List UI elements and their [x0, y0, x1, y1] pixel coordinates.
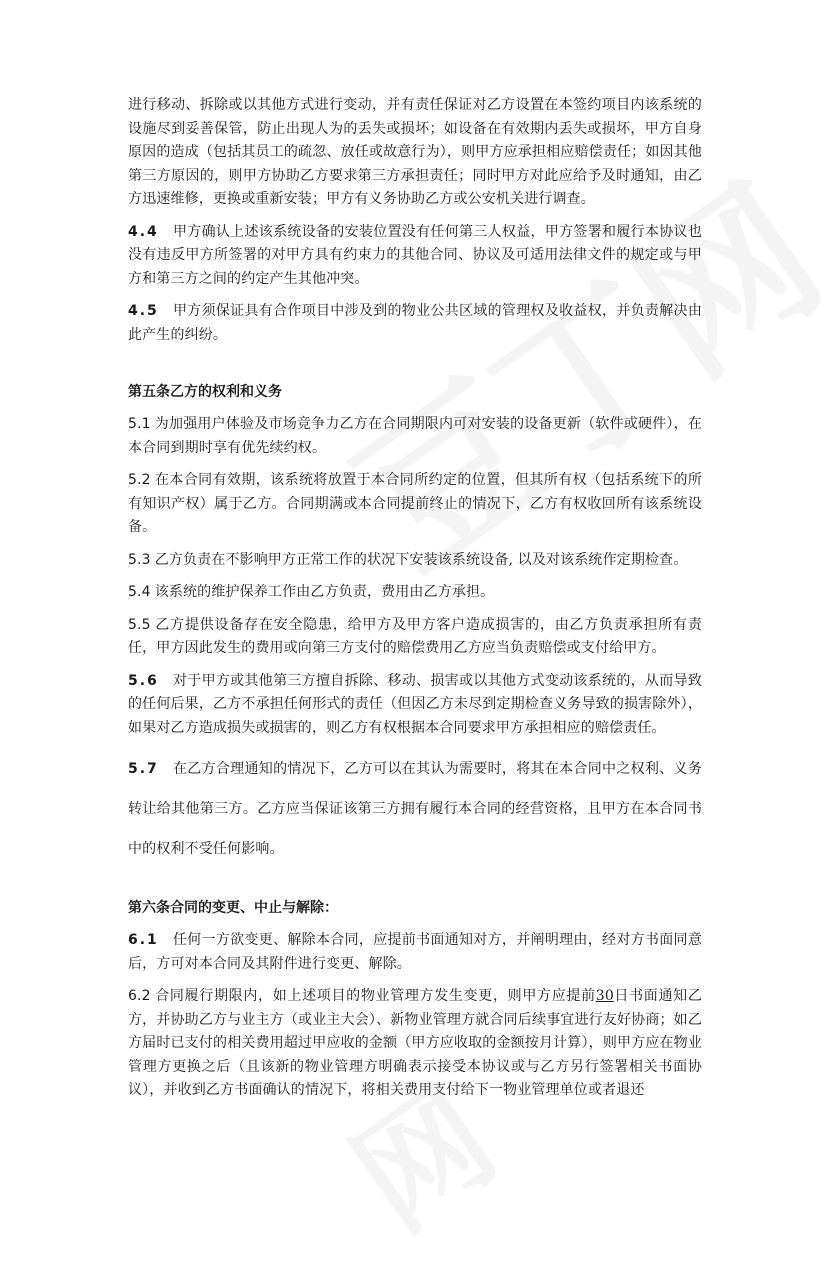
clause-5-6 — [128, 670, 702, 741]
notice-days: 30 — [595, 988, 614, 1004]
section-heading-6: 第六条合同的变更、中止与解除： — [128, 900, 338, 916]
clause-5-2 — [128, 469, 702, 540]
clause-4-4 — [128, 221, 702, 292]
clause-text: 在乙方合理通知的情况下，乙方可以在其认为需要时，将其在本合同中之权利、义务转让给其他第三方。乙方应当保证该第三方拥有履行本合同的经营资格，且甲方在本合同书中的权利不受任何影响。 — [128, 761, 702, 857]
clause-number: 5.2 — [128, 472, 151, 488]
clause-number: 4.4 — [128, 223, 159, 240]
clause-text: 甲方须保证具有合作项目中涉及到的物业公共区域的管理权及收益权，并负责解决由此产生的纠纷。 — [128, 303, 702, 343]
clause-text-part-a: 合同履行期限内，如上述项目的物业管理方发生变更，则甲方应提前 — [154, 988, 596, 1004]
clause-number: 5.1 — [128, 416, 151, 432]
clause-text-part-b: 日书面通知乙方，并协助乙方与业主方（或业主大会）、新物业管理方就合同后续事宜进行友好协商；如乙方届时已支付的相关费用超过甲应收的金额（甲方应收取的金额按月计算），则甲方应在物业管理方更换之后（且该新的物业管理方明确表示接受本协议或与乙方另行签署相关书面协议），并收到乙方书面确认的情况下，将相关费用支付给下一物业管理单位或者退还 — [128, 988, 702, 1098]
clause-text: 乙方负责在不影响甲方正常工作的状况下安装该系统设备, 以及对该系统作定期检查。 — [154, 551, 688, 568]
clause-text: 甲方确认上述该系统设备的安装位置没有任何第三人权益，甲方签署和履行本协议也没有违反甲方所签署的对甲方具有约束力的其他合同、协议及可适用法律文件的规定或与甲方和第三方之间的约定产生其他冲突。 — [128, 223, 702, 287]
clause-5-4 — [128, 581, 702, 605]
clause-number: 6.1 — [128, 932, 159, 948]
clause-text: 为加强用户体验及市场竞争力乙方在合同期限内可对安装的设备更新（软件或硬件），在本合同到期时享有优先续约权。 — [128, 416, 702, 456]
clause-5-7 — [128, 749, 702, 869]
clause-6-2 — [128, 985, 702, 1103]
clause-number: 5.5 — [128, 616, 151, 633]
clause-text: 任何一方欲变更、解除本合同，应提前书面通知对方，并阐明理由，经对方书面同意后，方可对本合同及其附件进行变更、解除。 — [128, 932, 702, 972]
clause-4-5 — [128, 300, 702, 347]
clause-text: 该系统的维护保养工作由乙方负责，费用由乙方承担。 — [154, 584, 495, 600]
document-body — [128, 94, 702, 1112]
paragraph-intro: 进行移动、拆除或以其他方式进行变动，并有责任保证对乙方设置在本签约项目内该系统的设施尽到妥善保管，防止出现人为的丢失或损坏；如设备在有效期内丢失或损坏，甲方自身原因的造成（包括其员工的疏忽、放任或故意行为），则甲方应承担相应赔偿责任；如因其他第三方原因的，则甲方协助乙方要求第三方承担责任；同时甲方对此应给予及时通知，由乙方迅速维修，更换或重新安装；甲方有义务协助乙方或公安机关进行调查。 — [128, 97, 702, 207]
clause-number: 5.4 — [128, 584, 151, 600]
clause-6-1 — [128, 929, 702, 976]
clause-number: 5.6 — [128, 672, 159, 689]
section-heading-5: 第五条乙方的权利和义务 — [128, 384, 282, 400]
clause-number: 5.7 — [128, 761, 159, 777]
clause-number: 5.3 — [128, 551, 151, 568]
clause-text: 在本合同有效期，该系统将放置于本合同所约定的位置，但其所有权（包括系统下的所有知识产权）属于乙方。合同期满或本合同提前终止的情况下，乙方有权收回所有该系统设备。 — [128, 472, 702, 535]
clause-5-3 — [128, 549, 702, 573]
clause-text: 乙方提供设备存在安全隐患，给甲方及甲方客户造成损害的，由乙方负责承担所有责任，甲方因此发生的费用或向第三方支付的赔偿费用乙方应当负责赔偿或支付给甲方。 — [128, 616, 702, 656]
clause-5-5 — [128, 614, 702, 661]
clause-number: 4.5 — [128, 303, 159, 319]
clause-5-1 — [128, 413, 702, 460]
clause-number: 6.2 — [128, 988, 151, 1004]
clause-text: 对于甲方或其他第三方擅自拆除、移动、损害或以其他方式变动该系统的，从而导致的任何后果，乙方不承担任何形式的责任（但因乙方未尽到定期检查义务导致的损害除外），如果对乙方造成损失或损害的，则乙方有权根据本合同要求甲方承担相应的赔偿责任。 — [128, 672, 702, 736]
